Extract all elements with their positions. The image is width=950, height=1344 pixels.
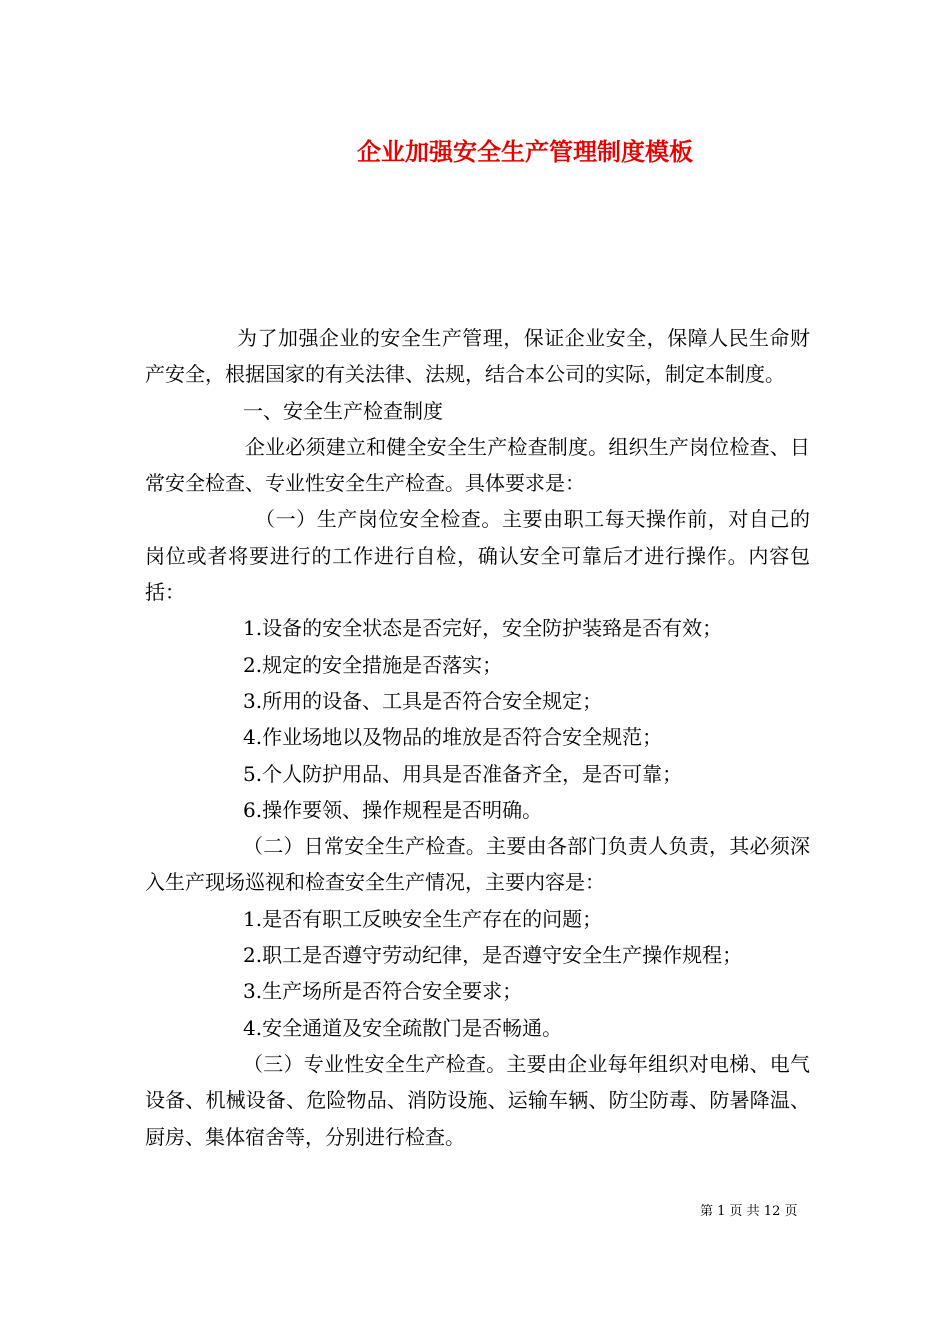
list-item: 2.规定的安全措施是否落实； bbox=[243, 652, 503, 677]
list-item: 4.安全通道及安全疏散门是否畅通。 bbox=[243, 1015, 563, 1040]
page-number: 第 1 页 共 12 页 bbox=[700, 1204, 798, 1219]
document-body bbox=[145, 320, 810, 1155]
section-heading: 一、安全生产检查制度 bbox=[243, 398, 443, 423]
list-item: 1.设备的安全状态是否完好，安全防护装臵是否有效； bbox=[243, 616, 723, 641]
list-item: 3.所用的设备、工具是否符合安全规定； bbox=[243, 688, 603, 713]
list-item: 3.生产场所是否符合安全要求； bbox=[243, 979, 523, 1004]
list-item: 6.操作要领、操作规程是否明确。 bbox=[243, 797, 543, 822]
section-paragraph: 企业必须建立和健全安全生产检查制度。组织生产岗位检查、日常安全检查、专业性安全生产检查。具体要求是： bbox=[145, 434, 810, 496]
list-item: 5.个人防护用品、用具是否准备齐全，是否可靠； bbox=[243, 761, 683, 786]
subsection-paragraph-3: （三）专业性安全生产检查。主要由企业每年组织对电梯、电气设备、机械设备、危险物品、消防设施、运输车辆、防尘防毒、防暑降温、厨房、集体宿舍等，分别进行检查。 bbox=[145, 1051, 810, 1149]
list-item: 4.作业场地以及物品的堆放是否符合安全规范； bbox=[243, 725, 663, 750]
subsection-paragraph-1: （一）生产岗位安全检查。主要由职工每天操作前，对自己的岗位或者将要进行的工作进行自检，确认安全可靠后才进行操作。内容包括： bbox=[145, 507, 810, 605]
list-item: 1.是否有职工反映安全生产存在的问题； bbox=[243, 906, 603, 931]
subsection-paragraph-2: （二）日常安全生产检查。主要由各部门负责人负责，其必须深入生产现场巡视和检查安全生产情况，主要内容是： bbox=[145, 834, 810, 895]
document-title: 企业加强安全生产管理制度模板 bbox=[357, 137, 693, 166]
list-item: 2.职工是否遵守劳动纪律，是否遵守安全生产操作规程； bbox=[243, 943, 743, 968]
intro-paragraph: 为了加强企业的安全生产管理，保证企业安全，保障人民生命财产安全，根据国家的有关法律、法规，结合本公司的实际，制定本制度。 bbox=[145, 326, 810, 387]
